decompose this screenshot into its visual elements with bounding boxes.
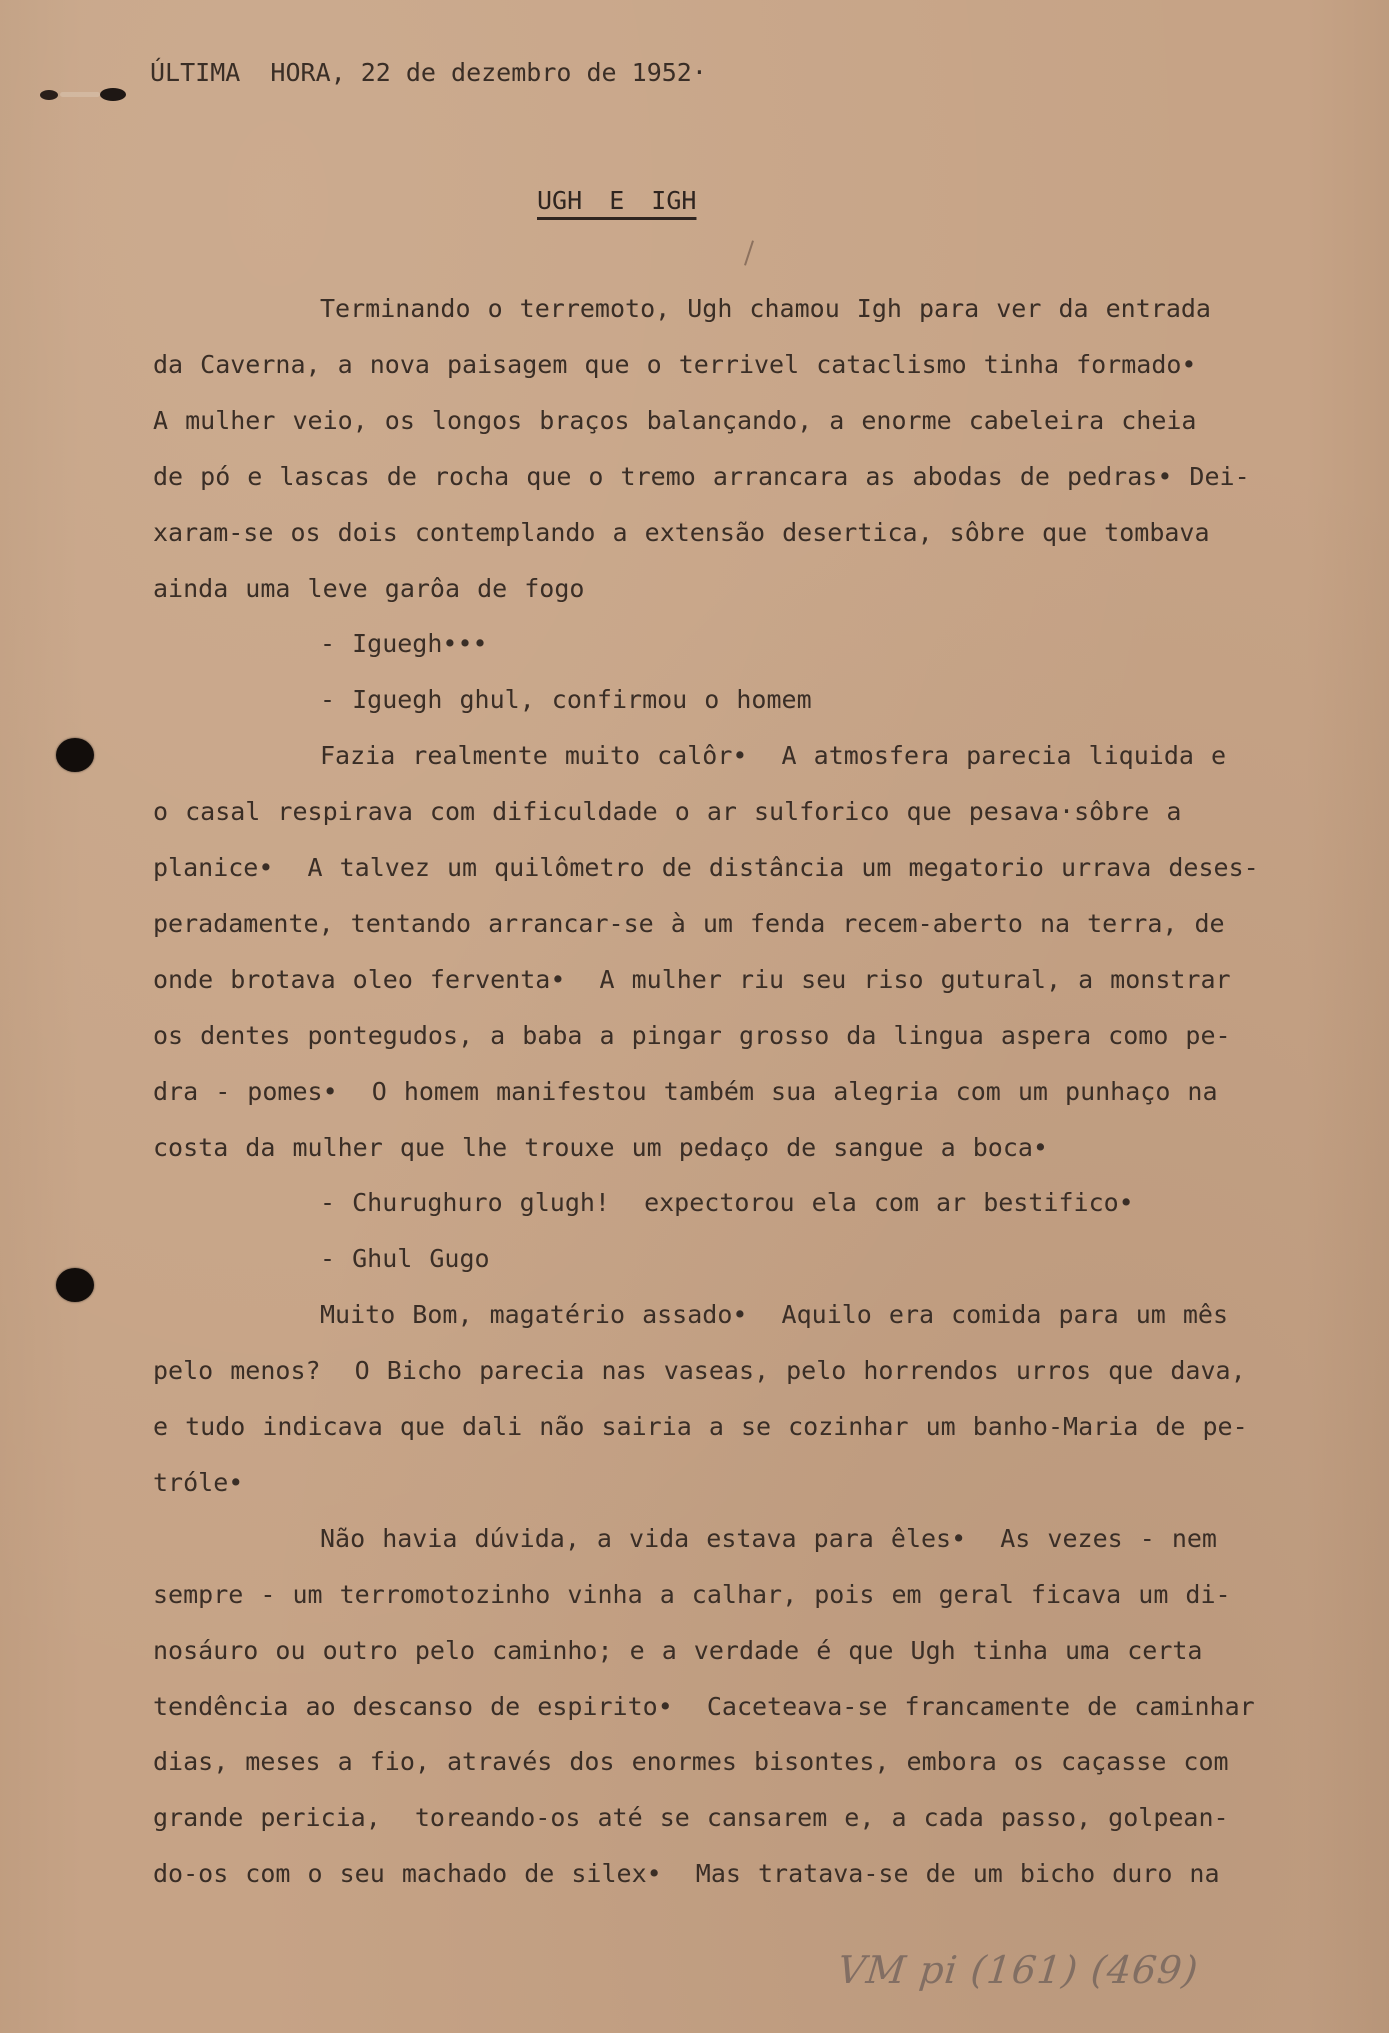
typed-line: ainda uma leve garôa de fogo — [153, 573, 585, 603]
typed-line: dias, meses a fio, através dos enormes bisontes, embora os caçasse com — [153, 1747, 1229, 1777]
typed-line: pelo menos? O Bicho parecia nas vaseas, pelo horrendos urros que dava, — [153, 1356, 1246, 1386]
typed-line: Terminando o terremoto, Ugh chamou Igh para ver da entrada — [320, 294, 1211, 323]
typed-line: - Iguegh ghul, confirmou o homem — [320, 685, 812, 715]
typed-line: sempre - um terromotozinho vinha a calhar, pois em geral ficava um di- — [153, 1579, 1231, 1609]
typed-line: grande pericia, toreando-os até se cansarem e, a cada passo, golpean- — [153, 1803, 1229, 1833]
typed-line: do-os com o seu machado de silex• Mas tratava-se de um bicho duro na — [153, 1859, 1220, 1889]
typed-line: de pó e lascas de rocha que o tremo arrancara as abodas de pedras• Dei- — [153, 461, 1250, 491]
typed-line: A mulher veio, os longos braços balançando, a enorme cabeleira cheia — [153, 405, 1197, 435]
newspaper-date-header: ÚLTIMA HORA, 22 de dezembro de 1952· — [150, 58, 707, 87]
typed-line: e tudo indicava que dali não sairia a se cozinhar um banho-Maria de pe- — [153, 1412, 1248, 1441]
typed-line: planice• A talvez um quilômetro de distância um megatorio urrava deses- — [153, 853, 1259, 882]
typed-line: peradamente, tentando arrancar-se à um fenda recem-aberto na terra, de — [153, 908, 1225, 938]
binder-hole-lower — [56, 1268, 94, 1302]
typed-line: dra - pomes• O homem manifestou também sua alegria com um punhaço na — [153, 1076, 1218, 1106]
typed-line: da Caverna, a nova paisagem que o terrivel cataclismo tinha formado• — [153, 349, 1197, 379]
typed-line: Não havia dúvida, a vida estava para êles• As vezes - nem — [320, 1523, 1217, 1553]
typed-line: xaram-se os dois contemplando a extensão desertica, sôbre que tombava — [153, 517, 1210, 547]
typed-line: costa da mulher que lhe trouxe um pedaço de sangue a boca• — [153, 1132, 1048, 1162]
handwritten-archive-note: VM pi (161) (469) — [835, 1948, 1201, 1992]
typed-line: onde brotava oleo ferventa• A mulher riu seu riso gutural, a monstrar — [153, 964, 1231, 994]
document-title: UGH E IGH — [537, 186, 697, 215]
typed-line: o casal respirava com dificuldade o ar sulforico que pesava·sôbre a — [153, 797, 1182, 827]
typed-line: nosáuro ou outro pelo caminho; e a verdade é que Ugh tinha uma certa — [153, 1635, 1203, 1665]
typed-line: tendência ao descanso de espirito• Caceteava-se francamente de caminhar — [153, 1691, 1255, 1721]
typed-line: - Churughuro glugh! expectorou ela com ar bestifico• — [320, 1188, 1134, 1218]
typed-line: Muito Bom, magatério assado• Aquilo era comida para um mês — [320, 1300, 1229, 1330]
typed-line: - Ghul Gugo — [320, 1244, 490, 1274]
typed-line: Fazia realmente muito calôr• A atmosfera parecia liquida e — [320, 741, 1227, 771]
typed-line: tróle• — [153, 1467, 244, 1497]
binder-hole-upper — [56, 738, 94, 772]
typed-line: - Iguegh••• — [320, 629, 488, 659]
typed-line: os dentes pontegudos, a baba a pingar grosso da lingua aspera como pe- — [153, 1020, 1231, 1050]
